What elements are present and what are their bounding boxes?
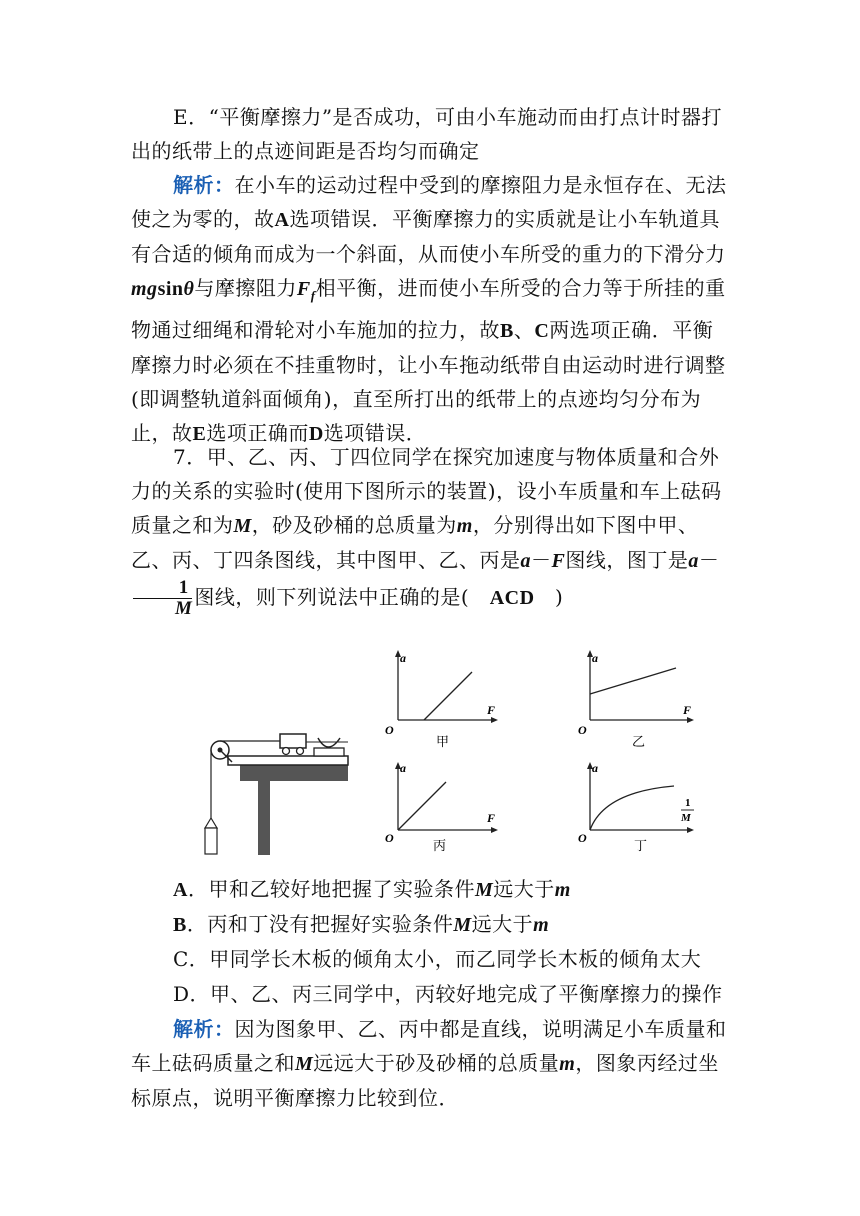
svg-text:F: F	[487, 811, 496, 825]
q6-analysis	[131, 168, 731, 451]
q7-option-d: D．甲、乙、丙三同学中，丙较好地完成了平衡摩擦力的操作	[173, 982, 723, 1006]
long-board	[228, 756, 348, 765]
table-leg	[258, 781, 270, 855]
svg-text:O: O	[385, 723, 394, 737]
q7-option-c: C．甲同学长木板的倾角太小，而乙同学长木板的倾角太大	[173, 947, 702, 971]
q6-option-e: E．“平衡摩擦力”是否成功，可由小车施动而由打点计时器打出的纸带上的点迹间距是否均匀而确定	[131, 105, 723, 163]
svg-text:M: M	[681, 812, 691, 824]
q7-analysis	[131, 1012, 731, 1115]
graph-bing	[378, 756, 508, 856]
graph-line	[424, 672, 472, 720]
svg-text:a: a	[592, 651, 598, 665]
cart	[280, 734, 306, 748]
sand-bucket	[205, 818, 217, 828]
svg-text:a: a	[400, 651, 406, 665]
graph-caption: 甲	[436, 734, 450, 749]
svg-text:a: a	[592, 761, 598, 775]
graph-curve	[590, 786, 674, 830]
graph-ding	[574, 756, 714, 856]
table-top	[240, 765, 348, 781]
svg-text:O: O	[578, 831, 587, 845]
analysis-label: 解析：	[173, 173, 235, 197]
graph-caption: 丙	[433, 838, 447, 853]
q6-analysis-text: 在小车的运动过程中受到的摩擦阻力是永恒存在、无法使之为零的，故A选项错误．平衡摩擦力的实质就是让小车轨道具有合适的倾角而成为一个斜面，从而使小车所受的重力的下滑分力mgsinθ与摩擦阻力$F_f$相平衡，进而使小车所受的合力等于所挂的重物通过细绳和滑轮对小车施加的拉力，故B、C两选项正确．平衡摩擦力时必须在不挂重物时，让小车拖动纸带自由运动时进行调整(即调整轨道斜面倾角)，直至所打出的纸带上的点迹均匀分布为止，故E选项正确而D选项错误．	[131, 173, 727, 445]
svg-text:F: F	[683, 703, 692, 717]
svg-text:O: O	[385, 831, 394, 845]
svg-text:1: 1	[685, 797, 691, 809]
svg-text:F: F	[487, 703, 496, 717]
apparatus-diagram	[200, 720, 360, 860]
svg-text:a: a	[400, 761, 406, 775]
analysis-label: 解析：	[173, 1017, 235, 1041]
q7-option-b: B．丙和丁没有把握好实验条件M远大于m	[173, 912, 550, 936]
q7-stem: 7．甲、乙、丙、丁四位同学在探究加速度与物体质量和合外力的关系的实验时(使用下图所示的装置)，设小车质量和车上砝码质量之和为M，砂及砂桶的总质量为m，分别得出如下图中甲、乙、丙、丁四条图线，其中图甲、乙、丙是a－F图线，图丁是a－ $\frac{1}{M}$ 图线，则下列说法中正确的是( ACD )	[131, 445, 722, 619]
q7-option-a: A．甲和乙较好地把握了实验条件M远大于m	[173, 877, 571, 901]
svg-text:O: O	[578, 723, 587, 737]
graph-line	[398, 782, 446, 830]
graph-caption: 乙	[632, 734, 646, 749]
graph-caption: 丁	[634, 838, 648, 853]
graph-line	[590, 668, 676, 694]
q7-analysis-text: 因为图象甲、乙、丙中都是直线，说明满足小车质量和车上砝码质量之和M远远大于砂及砂桶的总质量m，图象丙经过坐标原点，说明平衡摩擦力比较到位．	[131, 1017, 727, 1110]
